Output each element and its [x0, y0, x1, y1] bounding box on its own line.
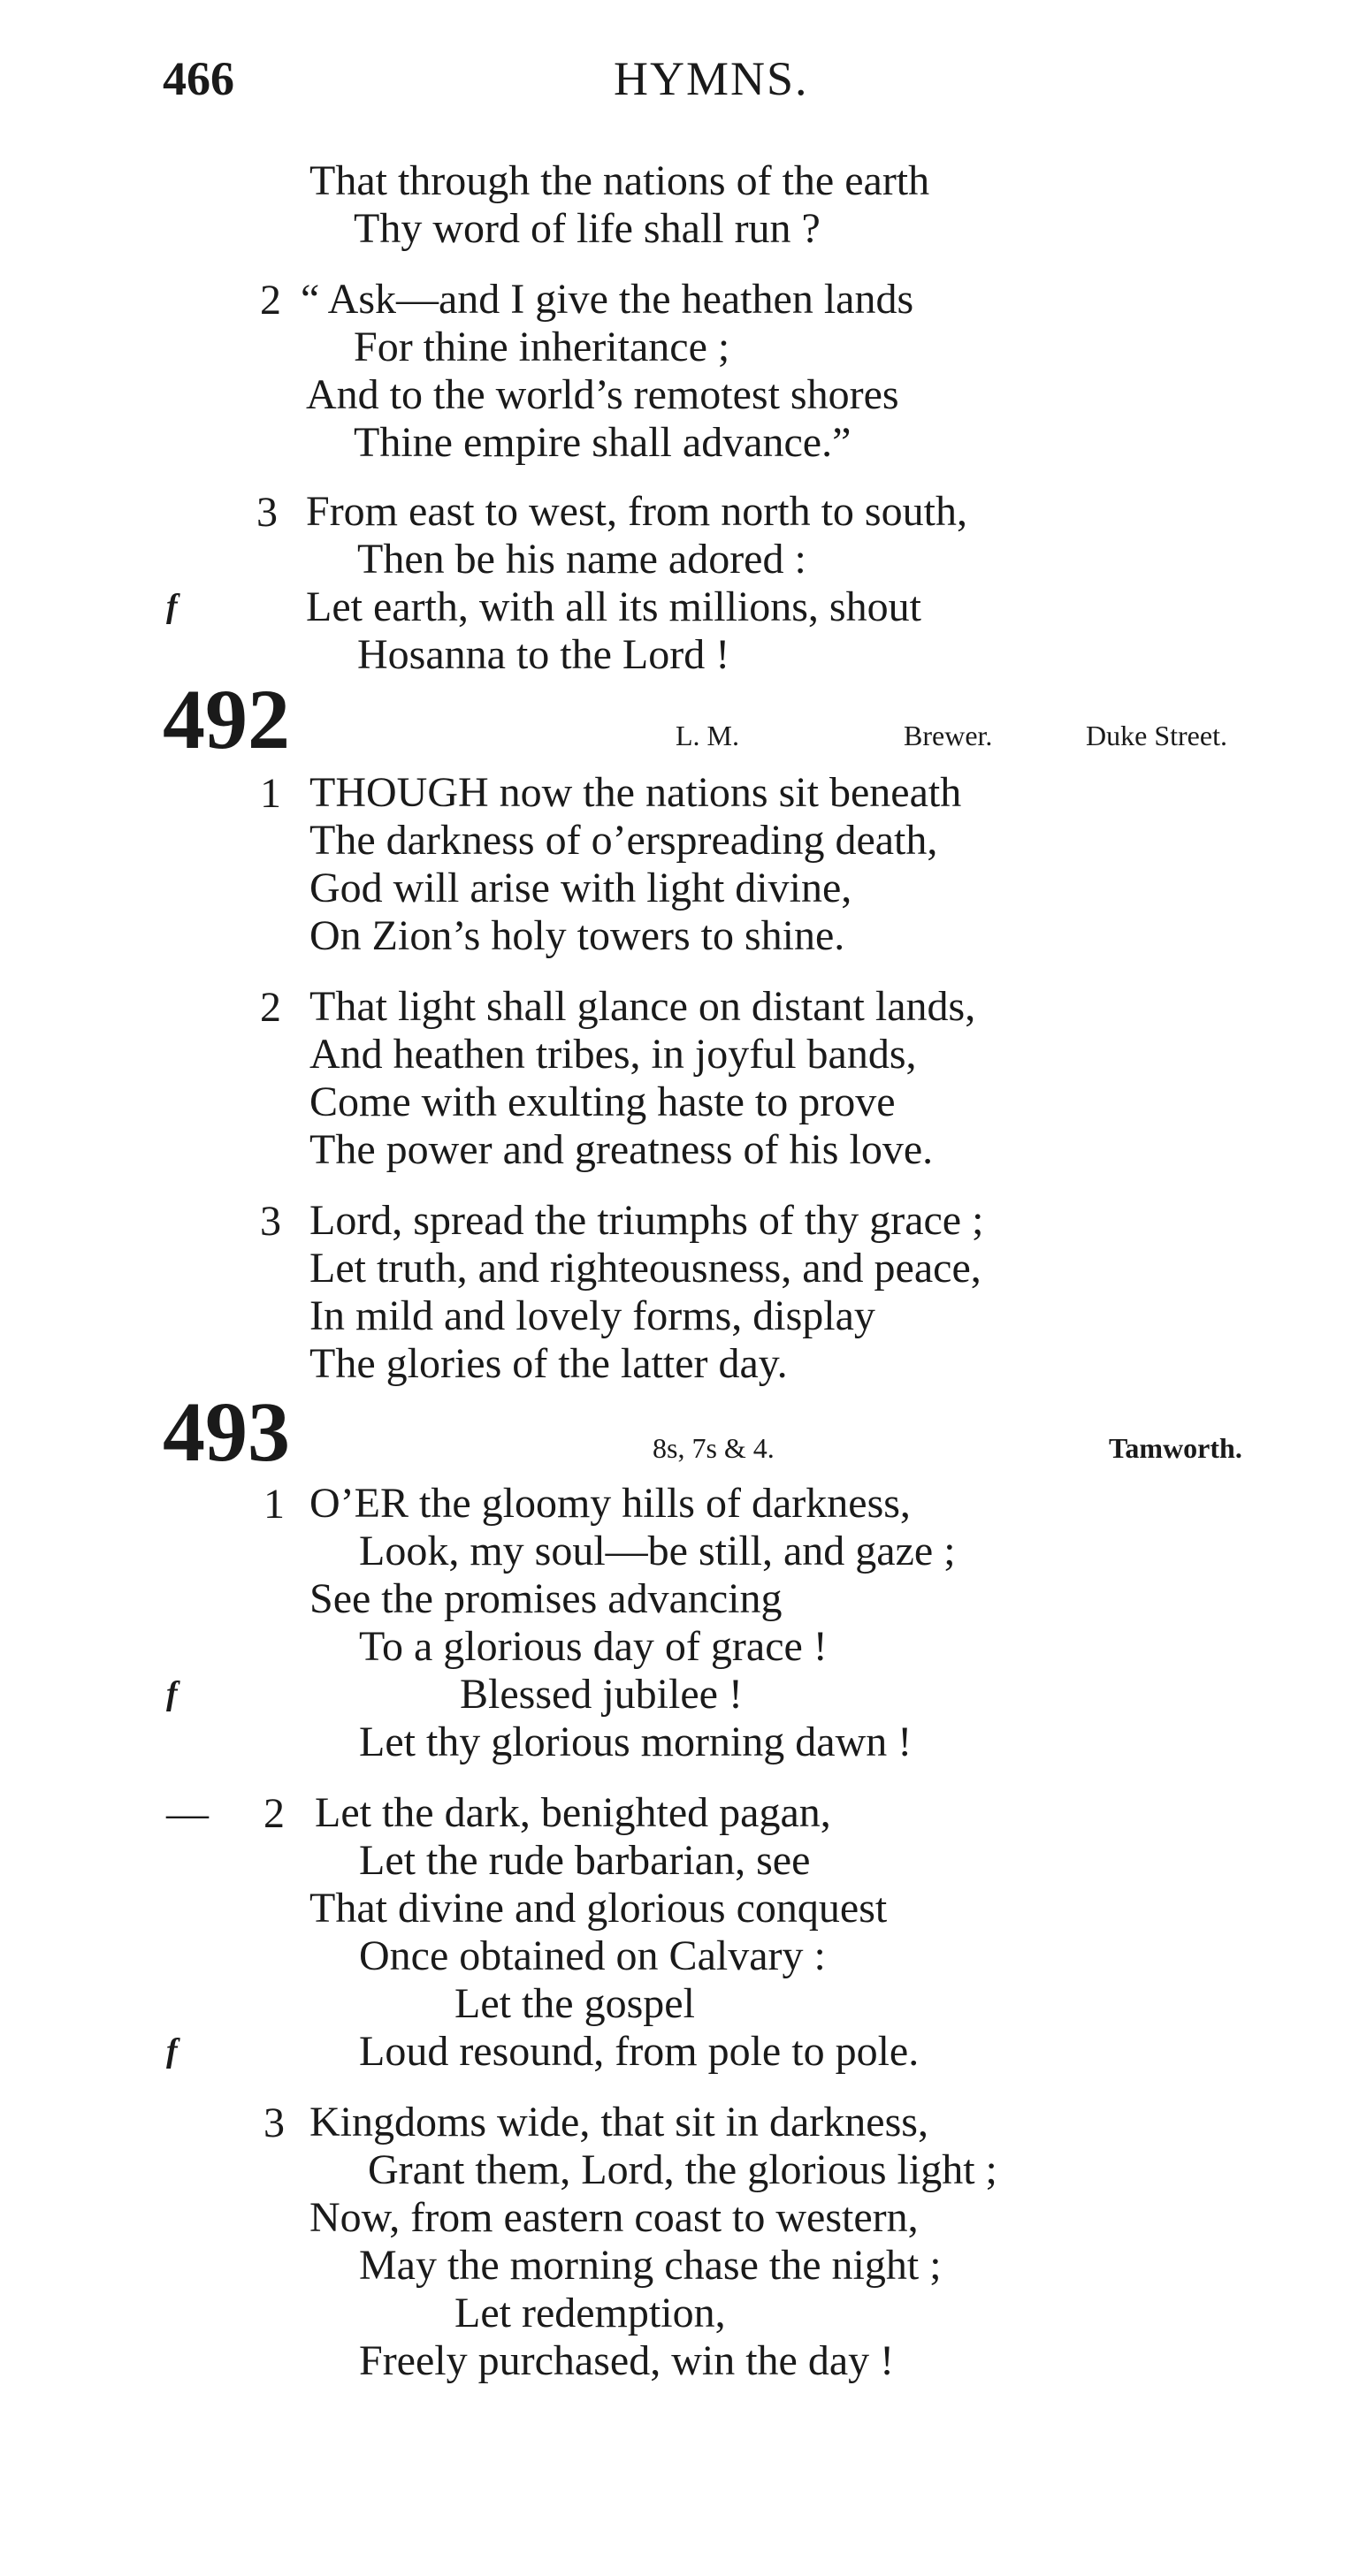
verse-line: Look, my soul—be still, and gaze ; — [359, 1528, 956, 1574]
verse-line: “ Ask—and I give the heathen lands — [301, 276, 914, 323]
verse-line: The power and greatness of his love. — [309, 1126, 934, 1173]
verse-line: May the morning chase the night ; — [359, 2242, 942, 2289]
verse-line: Let the gospel — [454, 1980, 695, 2027]
verse-line: From east to west, from north to south, — [306, 488, 967, 535]
hymn-composer: Brewer. — [904, 720, 993, 751]
verse-line: Once obtained on Calvary : — [359, 1932, 826, 1979]
verse-line: On Zion’s holy towers to shine. — [309, 912, 845, 959]
verse-line: The darkness of o’erspreading death, — [309, 817, 938, 864]
verse-number: 2 — [263, 1790, 285, 1837]
hymn-number: 492 — [163, 672, 290, 766]
section-dash: — — [166, 1790, 209, 1837]
verse-line: That divine and glorious conquest — [309, 1885, 888, 1932]
hymn-meter: L. M. — [676, 720, 739, 751]
verse-line: Let thy glorious morning dawn ! — [359, 1719, 913, 1765]
verse-line: And to the world’s remotest shores — [306, 371, 899, 418]
verse-number: 3 — [256, 489, 278, 536]
verse-number: 3 — [263, 2100, 285, 2146]
verse-line: That light shall glance on distant lands, — [309, 983, 976, 1030]
verse-line: And heathen tribes, in joyful bands, — [309, 1031, 917, 1078]
verse-line: Hosanna to the Lord ! — [357, 631, 730, 678]
dynamic-mark: f — [166, 1675, 178, 1712]
verse-number: 2 — [260, 277, 281, 324]
verse-number: 2 — [260, 984, 281, 1031]
verse-number: 3 — [260, 1198, 281, 1245]
verse-line: Freely purchased, win the day ! — [359, 2337, 895, 2384]
verse-line: Now, from eastern coast to western, — [309, 2194, 919, 2241]
running-header: HYMNS. — [614, 52, 809, 105]
dynamic-mark: f — [166, 2032, 178, 2069]
verse-line: Loud resound, from pole to pole. — [359, 2028, 920, 2075]
verse-line: Let truth, and righteousness, and peace, — [309, 1245, 981, 1292]
verse-line: O’ER the gloomy hills of darkness, — [309, 1480, 911, 1527]
verse-line: THOUGH now the nations sit beneath — [309, 769, 962, 816]
verse-line: Thine empire shall advance.” — [354, 419, 852, 466]
verse-line: For thine inheritance ; — [354, 324, 730, 370]
verse-line: To a glorious day of grace ! — [359, 1623, 828, 1670]
verse-line: Grant them, Lord, the glorious light ; — [368, 2146, 997, 2193]
verse-line: That through the nations of the earth — [309, 157, 930, 204]
verse-number: 1 — [260, 770, 281, 817]
hymn-tune: Duke Street. — [1086, 720, 1227, 751]
verse-line: Let the dark, benighted pagan, — [315, 1789, 831, 1836]
dynamic-mark: f — [166, 588, 178, 625]
verse-line: Let redemption, — [454, 2290, 726, 2336]
verse-line: Come with exulting haste to prove — [309, 1078, 896, 1125]
verse-line: In mild and lovely forms, display — [309, 1292, 875, 1339]
verse-line: Blessed jubilee ! — [460, 1671, 743, 1718]
page-number: 466 — [163, 52, 234, 105]
hymn-meter: 8s, 7s & 4. — [653, 1432, 775, 1464]
verse-line: See the promises advancing — [309, 1575, 783, 1622]
verse-number: 1 — [263, 1481, 285, 1528]
verse-line: Kingdoms wide, that sit in darkness, — [309, 2099, 928, 2145]
verse-line: Let the rude barbarian, see — [359, 1837, 811, 1884]
verse-line: Let earth, with all its millions, shout — [306, 583, 921, 630]
verse-line: Thy word of life shall run ? — [354, 205, 821, 252]
verse-line: God will arise with light divine, — [309, 865, 852, 911]
hymn-tune: Tamworth. — [1109, 1432, 1242, 1464]
verse-line: Lord, spread the triumphs of thy grace ; — [309, 1197, 984, 1244]
verse-line: Then be his name adored : — [357, 536, 806, 583]
verse-line: The glories of the latter day. — [309, 1340, 788, 1387]
hymn-number: 493 — [163, 1384, 290, 1479]
